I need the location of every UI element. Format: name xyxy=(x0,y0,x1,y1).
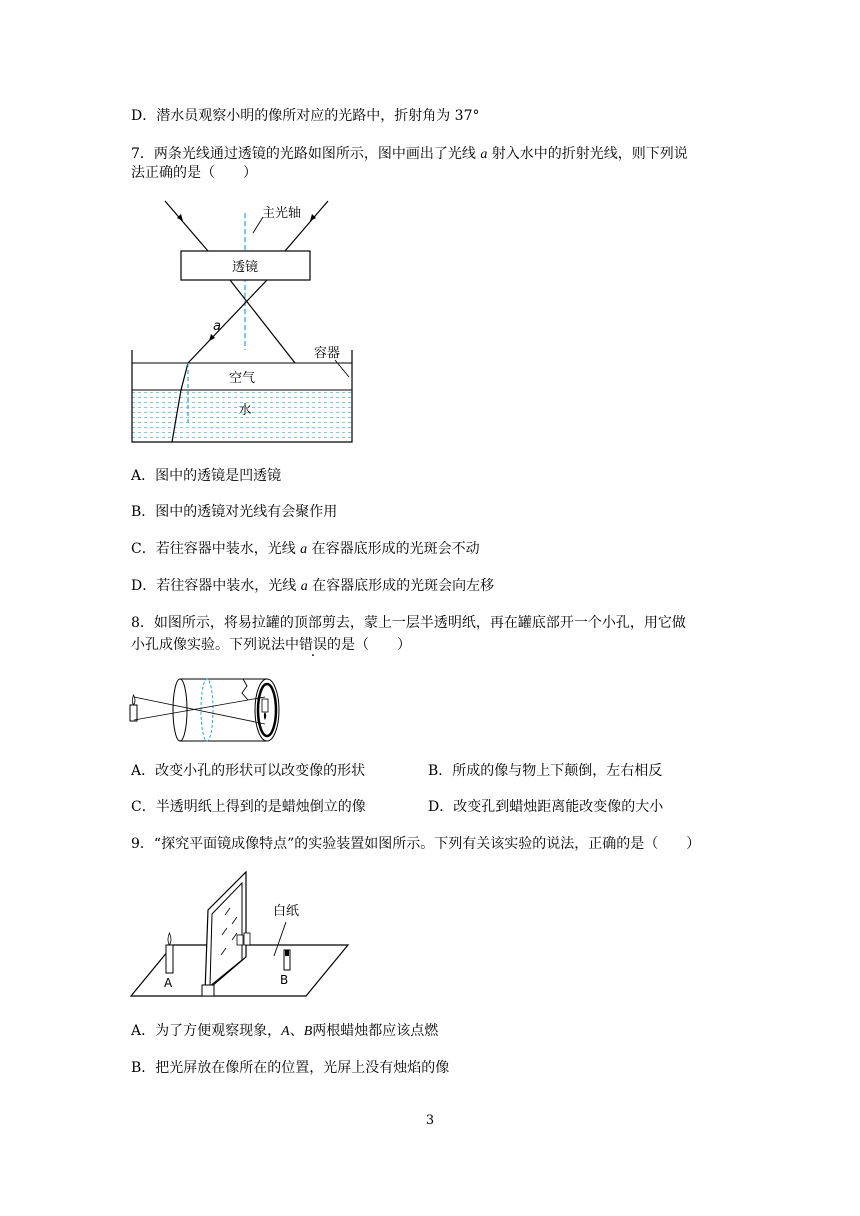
candle-a xyxy=(166,945,173,973)
q8-pinhole-diagram xyxy=(125,670,285,750)
q7-option-c: C．若往容器中装水，光线 a 在容器底形成的光斑会不动 xyxy=(131,541,480,557)
q9-option-b: B．把光屏放在像所在的位置，光屏上没有烛焰的像 xyxy=(131,1060,450,1076)
candle-b-label: B xyxy=(280,973,289,987)
q9-plane-mirror-diagram xyxy=(128,870,353,1000)
ray-a-refracted xyxy=(188,280,267,363)
white-paper-label: 白纸 xyxy=(273,904,300,919)
q8-emphasis: 错误 xyxy=(299,637,327,653)
can-hole-end xyxy=(173,679,187,741)
q7-option-d: D．若往容器中装水，光线 a 在容器底形成的光斑会向左移 xyxy=(131,578,495,594)
q8-option-a: A．改变小孔的形状可以改变像的形状 xyxy=(131,763,366,779)
water-label: 水 xyxy=(238,403,252,418)
q7-lens-diagram xyxy=(125,195,370,445)
container-label: 容器 xyxy=(314,346,341,361)
q7-stem-line1: 7．两条光线通过透镜的光路如图所示，图中画出了光线 a 射入水中的折射光线，则下列说 xyxy=(131,146,688,162)
q8-option-c: C．半透明纸上得到的是蜡烛倒立的像 xyxy=(131,799,366,815)
q9-option-a: A．为了方便观察现象，A、B两根蜡烛都应该点燃 xyxy=(131,1023,439,1039)
candle-a-label: A xyxy=(164,976,173,990)
q8-option-d: D．改变孔到蜡烛距离能改变像的大小 xyxy=(428,799,664,815)
q6-option-d: D．潜水员观察小明的像所对应的光路中，折射角为 37° xyxy=(131,108,480,124)
ray-a-label: a xyxy=(213,319,221,334)
lens-label: 透镜 xyxy=(231,260,259,275)
inverted-image xyxy=(262,699,268,712)
candle xyxy=(130,705,137,721)
ray-b-refracted xyxy=(230,280,295,363)
q7-stem-line2: 法正确的是（ ） xyxy=(131,165,257,181)
q8-stem-line2: 小孔成像实验。下列说法中错误的是（ ） xyxy=(131,637,411,653)
incident-ray-left xyxy=(165,201,208,251)
q7-option-b: B．图中的透镜对光线有会聚作用 xyxy=(131,504,338,520)
page-number: 3 xyxy=(425,1113,435,1128)
q7-option-a: A．图中的透镜是凹透镜 xyxy=(131,468,282,484)
air-label: 空气 xyxy=(228,371,256,386)
q9-stem: 9．“探究平面镜成像特点”的实验装置如图所示。下列有关该实验的说法，正确的是（ ） xyxy=(131,836,701,852)
q7-ray-variable: a xyxy=(480,147,488,162)
q8-option-b: B．所成的像与物上下颠倒，左右相反 xyxy=(428,763,663,779)
principal-axis-label: 主光轴 xyxy=(262,206,302,221)
q8-stem-line1: 8．如图所示，将易拉罐的顶部剪去，蒙上一层半透明纸，再在罐底部开一个小孔，用它做 xyxy=(131,615,686,631)
